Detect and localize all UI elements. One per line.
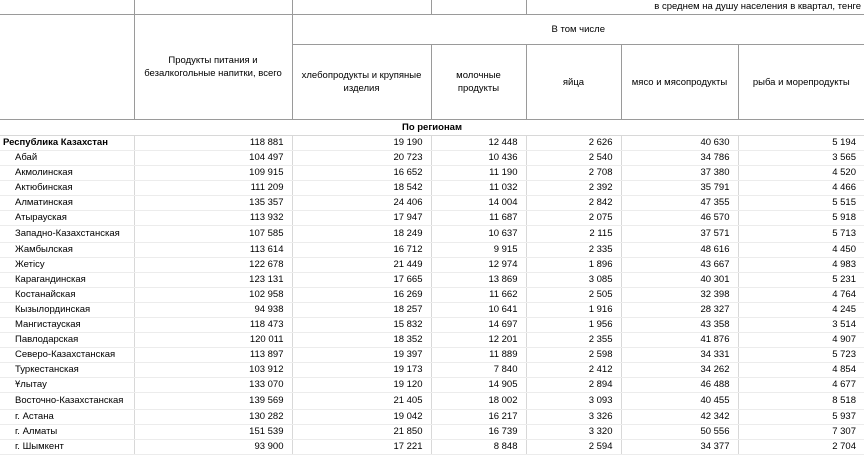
cell-bread: 19 397: [292, 348, 431, 363]
cell-meat: 46 570: [621, 211, 738, 226]
cell-bread: 19 120: [292, 378, 431, 393]
cell-fish: 4 245: [738, 303, 864, 318]
cell-eggs: 1 956: [526, 318, 621, 333]
cell-fish: 2 704: [738, 440, 864, 455]
cell-dairy: 13 869: [431, 273, 526, 288]
table-row: [0, 226, 864, 243]
section-title: По регионам: [0, 120, 864, 136]
table-row: [0, 318, 864, 333]
cell-fish: 5 723: [738, 348, 864, 363]
cell-fish: 4 907: [738, 333, 864, 348]
cell-dairy: 9 915: [431, 243, 526, 258]
cell-eggs: 2 598: [526, 348, 621, 363]
cell-eggs: 3 093: [526, 393, 621, 410]
table-row: [0, 258, 864, 273]
cell-total: 118 881: [134, 136, 292, 151]
cell-bread: 17 665: [292, 273, 431, 288]
table-row: [0, 196, 864, 211]
cell-dairy: 16 217: [431, 410, 526, 425]
cell-fish: 3 565: [738, 151, 864, 166]
region-name: Восточно-Казахстанская: [0, 393, 134, 410]
header-eggs: яйца: [526, 45, 621, 120]
cell-fish: 4 983: [738, 258, 864, 273]
cell-total: 94 938: [134, 303, 292, 318]
table-row: [0, 378, 864, 393]
table-row: [0, 348, 864, 363]
cell-bread: 16 712: [292, 243, 431, 258]
cell-meat: 40 630: [621, 136, 738, 151]
cell-total: 135 357: [134, 196, 292, 211]
cell-meat: 40 455: [621, 393, 738, 410]
cell-fish: 5 231: [738, 273, 864, 288]
cell-eggs: 2 075: [526, 211, 621, 226]
cell-meat: 37 380: [621, 166, 738, 181]
cell-fish: 5 713: [738, 226, 864, 243]
cell-dairy: 11 889: [431, 348, 526, 363]
cell-bread: 18 352: [292, 333, 431, 348]
table-row: [0, 166, 864, 181]
region-name: Западно-Казахстанская: [0, 226, 134, 243]
cell-eggs: 2 392: [526, 181, 621, 196]
table-row: [0, 211, 864, 226]
cell-total: 113 897: [134, 348, 292, 363]
cell-fish: 8 518: [738, 393, 864, 410]
cell-bread: 18 257: [292, 303, 431, 318]
cell-bread: 20 723: [292, 151, 431, 166]
region-name: г. Алматы: [0, 425, 134, 440]
cell-dairy: 18 002: [431, 393, 526, 410]
region-name: Мангистауская: [0, 318, 134, 333]
cell-total: 122 678: [134, 258, 292, 273]
table-row: [0, 333, 864, 348]
cell-total: 107 585: [134, 226, 292, 243]
cell-bread: 21 449: [292, 258, 431, 273]
cell-meat: 28 327: [621, 303, 738, 318]
cell-dairy: 14 697: [431, 318, 526, 333]
table-row: [0, 181, 864, 196]
cell-meat: 50 556: [621, 425, 738, 440]
region-name: Кызылординская: [0, 303, 134, 318]
cell-meat: 35 791: [621, 181, 738, 196]
region-name: Абай: [0, 151, 134, 166]
cell-total: 123 131: [134, 273, 292, 288]
cell-eggs: 2 412: [526, 363, 621, 378]
header-including: В том числе: [292, 15, 864, 45]
table-row: [0, 243, 864, 258]
cell-meat: 48 616: [621, 243, 738, 258]
region-name: Алматинская: [0, 196, 134, 211]
cell-eggs: 2 594: [526, 440, 621, 455]
cell-eggs: 2 115: [526, 226, 621, 243]
cell-total: 118 473: [134, 318, 292, 333]
region-name: Актюбинская: [0, 181, 134, 196]
table-row: [0, 303, 864, 318]
cell-total: 151 539: [134, 425, 292, 440]
cell-fish: 4 854: [738, 363, 864, 378]
cell-total: 113 932: [134, 211, 292, 226]
cell-bread: 19 042: [292, 410, 431, 425]
cell-dairy: 11 032: [431, 181, 526, 196]
cell-eggs: 2 540: [526, 151, 621, 166]
cell-dairy: 12 974: [431, 258, 526, 273]
cell-total: 104 497: [134, 151, 292, 166]
cell-total: 103 912: [134, 363, 292, 378]
table-row: [0, 363, 864, 378]
cell-meat: 41 876: [621, 333, 738, 348]
cell-total: 111 209: [134, 181, 292, 196]
cell-eggs: 1 916: [526, 303, 621, 318]
cell-eggs: 3 320: [526, 425, 621, 440]
cell-dairy: 16 739: [431, 425, 526, 440]
cell-total: 130 282: [134, 410, 292, 425]
cell-bread: 17 947: [292, 211, 431, 226]
cell-fish: 4 677: [738, 378, 864, 393]
table-row: [0, 440, 864, 455]
cell-dairy: 14 004: [431, 196, 526, 211]
cell-eggs: 2 626: [526, 136, 621, 151]
cell-dairy: 8 848: [431, 440, 526, 455]
cell-total: 133 070: [134, 378, 292, 393]
cell-fish: 5 918: [738, 211, 864, 226]
cell-meat: 43 358: [621, 318, 738, 333]
cell-eggs: 1 896: [526, 258, 621, 273]
header-total: Продукты питания и безалкогольные напитки, всего: [134, 15, 292, 120]
cell-bread: 21 850: [292, 425, 431, 440]
cell-meat: 42 342: [621, 410, 738, 425]
region-name: Республика Казахстан: [0, 136, 134, 151]
cell-fish: 3 514: [738, 318, 864, 333]
cell-bread: 19 190: [292, 136, 431, 151]
cell-meat: 47 355: [621, 196, 738, 211]
table-row: [0, 393, 864, 410]
cell-fish: 4 764: [738, 288, 864, 303]
cell-dairy: 11 190: [431, 166, 526, 181]
cell-bread: 24 406: [292, 196, 431, 211]
cell-dairy: 10 436: [431, 151, 526, 166]
region-name: Ұлытау: [0, 378, 134, 393]
cell-meat: 34 377: [621, 440, 738, 455]
cell-fish: 4 450: [738, 243, 864, 258]
region-name: Жетісу: [0, 258, 134, 273]
cell-bread: 16 269: [292, 288, 431, 303]
header-region-cell: [0, 15, 134, 120]
table-row: [0, 410, 864, 425]
cell-fish: 5 515: [738, 196, 864, 211]
region-name: Атырауская: [0, 211, 134, 226]
cell-bread: 19 173: [292, 363, 431, 378]
cell-meat: 37 571: [621, 226, 738, 243]
cell-total: 139 569: [134, 393, 292, 410]
cell-bread: 18 249: [292, 226, 431, 243]
cell-eggs: 2 355: [526, 333, 621, 348]
header-dairy: молочные продукты: [431, 45, 526, 120]
region-name: Жамбылская: [0, 243, 134, 258]
unit-note: в среднем на душу населения в квартал, тенге: [526, 0, 864, 15]
region-name: Павлодарская: [0, 333, 134, 348]
cell-bread: 21 405: [292, 393, 431, 410]
table-row: [0, 425, 864, 440]
cell-eggs: 3 085: [526, 273, 621, 288]
cell-eggs: 2 708: [526, 166, 621, 181]
header-bread: хлебопродукты и крупяные изделия: [292, 45, 431, 120]
cell-total: 109 915: [134, 166, 292, 181]
cell-fish: 7 307: [738, 425, 864, 440]
cell-eggs: 2 842: [526, 196, 621, 211]
cell-bread: 15 832: [292, 318, 431, 333]
cell-dairy: 10 641: [431, 303, 526, 318]
table-row: [0, 151, 864, 166]
cell-fish: 5 937: [738, 410, 864, 425]
region-name: Северо-Казахстанская: [0, 348, 134, 363]
header-meat: мясо и мясопродукты: [621, 45, 738, 120]
cell-dairy: 12 448: [431, 136, 526, 151]
cell-meat: 32 398: [621, 288, 738, 303]
region-name: Туркестанская: [0, 363, 134, 378]
cell-bread: 18 542: [292, 181, 431, 196]
cell-dairy: 10 637: [431, 226, 526, 243]
header-fish: рыба и морепродукты: [738, 45, 864, 120]
cell-meat: 40 301: [621, 273, 738, 288]
cell-meat: 34 331: [621, 348, 738, 363]
cell-meat: 43 667: [621, 258, 738, 273]
cell-eggs: 3 326: [526, 410, 621, 425]
cell-total: 93 900: [134, 440, 292, 455]
region-name: Акмолинская: [0, 166, 134, 181]
header-blank-cell: [0, 0, 134, 15]
table-row: [0, 136, 864, 151]
cell-meat: 34 262: [621, 363, 738, 378]
cell-dairy: 14 905: [431, 378, 526, 393]
cell-fish: 4 520: [738, 166, 864, 181]
table-row: [0, 273, 864, 288]
cell-meat: 34 786: [621, 151, 738, 166]
cell-dairy: 11 662: [431, 288, 526, 303]
cell-total: 113 614: [134, 243, 292, 258]
region-name: Костанайская: [0, 288, 134, 303]
cell-meat: 46 488: [621, 378, 738, 393]
cell-dairy: 7 840: [431, 363, 526, 378]
region-name: г. Астана: [0, 410, 134, 425]
table-row: [0, 288, 864, 303]
region-name: Карагандинская: [0, 273, 134, 288]
cell-bread: 16 652: [292, 166, 431, 181]
cell-dairy: 12 201: [431, 333, 526, 348]
region-name: г. Шымкент: [0, 440, 134, 455]
cell-bread: 17 221: [292, 440, 431, 455]
cell-fish: 5 194: [738, 136, 864, 151]
cell-total: 102 958: [134, 288, 292, 303]
cell-fish: 4 466: [738, 181, 864, 196]
cell-eggs: 2 335: [526, 243, 621, 258]
cell-total: 120 011: [134, 333, 292, 348]
cell-eggs: 2 894: [526, 378, 621, 393]
cell-eggs: 2 505: [526, 288, 621, 303]
cell-dairy: 11 687: [431, 211, 526, 226]
